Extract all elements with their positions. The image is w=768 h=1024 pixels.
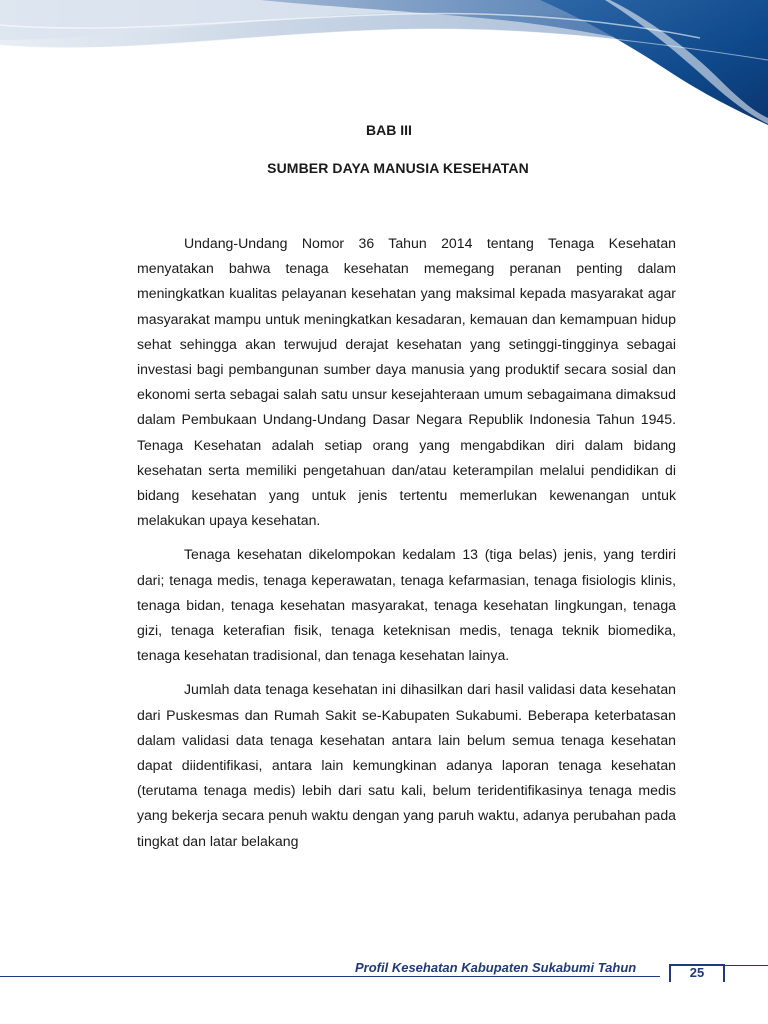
paragraph-3: Jumlah data tenaga kesehatan ini dihasilkan dari hasil validasi data kesehatan dari Puskesmas dan Rumah Sakit se-Kabupaten Sukabumi. Beberapa keterbatasan dalam validasi data tenaga kesehatan antara lain belum semua tenaga kesehatan dapat diidentifikasi, antara lain kemungkinan adanya laporan tenaga kesehatan (terutama tenaga medis) lebih dari satu kali, belum teridentifikasinya tenaga medis yang bekerja secara penuh waktu dengan yang paruh waktu, adanya perubahan pada tingkat dan latar belakang [137, 681, 676, 849]
header-wave-decoration [0, 0, 768, 130]
page-number: 25 [689, 965, 705, 980]
footer-title: Profil Kesehatan Kabupaten Sukabumi Tahun [355, 960, 637, 975]
footer-rule-right [725, 965, 768, 966]
chapter-title: SUMBER DAYA MANUSIA KESEHATAN [267, 160, 529, 176]
page-footer [0, 955, 768, 995]
footer-rule [0, 976, 660, 977]
paragraph-2: Tenaga kesehatan dikelompokan kedalam 13 (tiga belas) jenis, yang terdiri dari; tenaga medis, tenaga keperawatan, tenaga kefarmasian, tenaga fisiologis klinis, tenaga bidan, tenaga kesehatan masyarakat, tenaga kesehatan lingkungan, tenaga gizi, tenaga keterafian fisik, tenaga keteknisan medis, tenaga teknik biomedika, tenaga kesehatan tradisional, dan tenaga kesehatan lainya. [137, 546, 676, 664]
paragraph-1: Undang-Undang Nomor 36 Tahun 2014 tentang Tenaga Kesehatan menyatakan bahwa tenaga kesehatan memegang peranan penting dalam meningkatkan kualitas pelayanan kesehatan yang maksimal kepada masyarakat agar masyarakat mampu untuk meningkatkan kesadaran, kemauan dan kemampuan hidup sehat sehingga akan terwujud derajat kesehatan yang setinggi-tingginya sebagai investasi bagi pembangunan sumber daya manusia yang produktif secara sosial dan ekonomi serta sebagai salah satu unsur kesejahteraan umum sebagaimana dimaksud dalam Pembukaan Undang-Undang Dasar Negara Republik Indonesia Tahun 1945. Tenaga Kesehatan adalah setiap orang yang mengabdikan diri dalam bidang kesehatan serta memiliki pengetahuan dan/atau keterampilan melalui pendidikan di bidang kesehatan yang untuk jenis tertentu memerlukan kewenangan untuk melakukan upaya kesehatan. [137, 235, 676, 529]
body-text [137, 231, 676, 863]
chapter-number: BAB III [366, 122, 412, 138]
